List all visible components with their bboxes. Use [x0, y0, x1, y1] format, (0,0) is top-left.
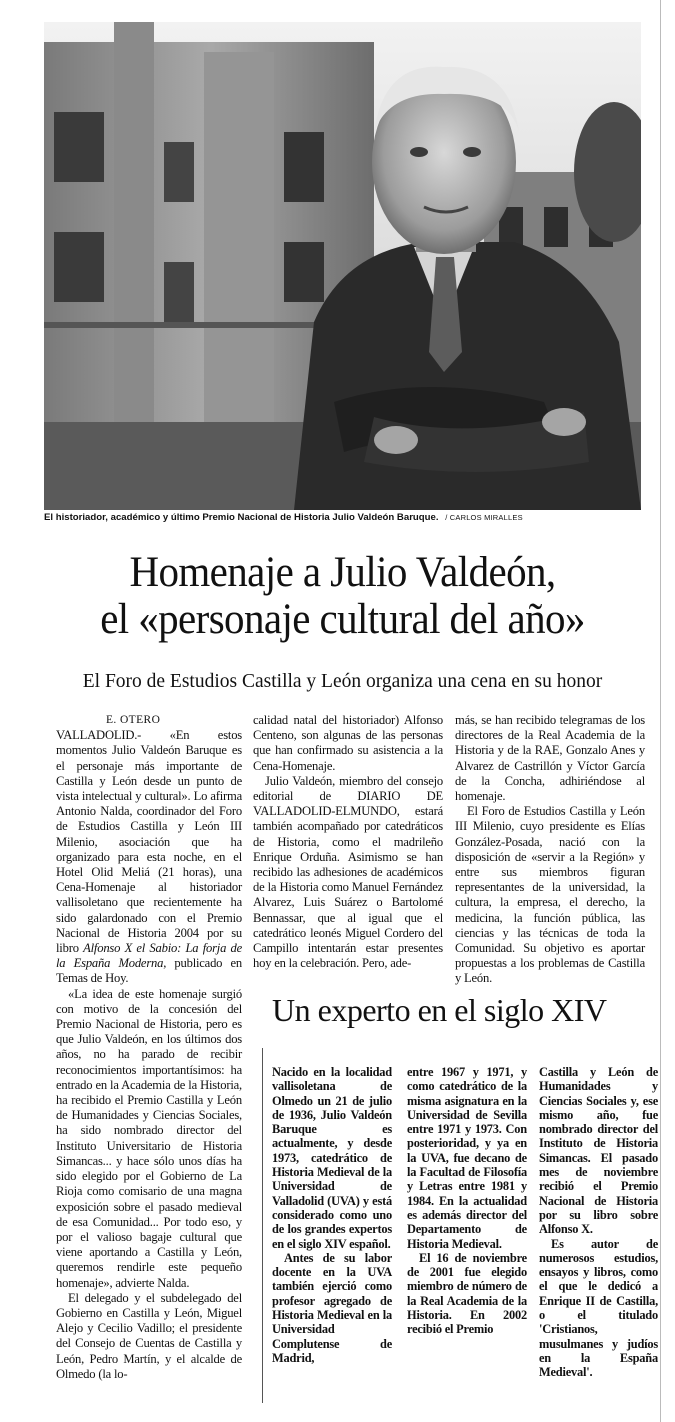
headline-line-1: Homenaje a Julio Valdeón, — [129, 546, 556, 596]
sidebar-title: Un experto en el siglo XIV — [272, 992, 607, 1028]
sidebar-paragraph-2a: Antes de su labor docente en la UVA también ejerció como profesor agregado de Historia Medieval en la Universidad Complutense de Madrid, — [272, 1250, 392, 1365]
sidebar-paragraph-3b: Castilla y León de Humanidades y Ciencias Sociales y, ese mismo año, fue nombrado director del Instituto de Historia Simancas. El pasado mes de noviembre recibió el Premio Nacional de Historia por su libro sobre Alfonso X. — [539, 1065, 658, 1237]
sidebar-paragraph-1: Nacido en la localidad vallisoletana de Olmedo un 21 de julio de 1936, Julio Valdeón Baruque es actualmente, y desde 1973, catedrático de Historia Medieval de la Universidad de Valladolid (UVA) y está considerado como uno de los grandes expertos en el siglo XIV español. — [272, 1065, 392, 1251]
article-paragraph-4b: más, se han recibido telegramas de los directores de la Real Academia de la Historia y de la RAE, Gonzalo Anes y Alvarez de Castrillón y Víctor García de la Concha, adhiriéndose al homenaje. — [455, 713, 645, 804]
article-paragraph-1a: VALLADOLID.- «En estos momentos Julio Valdeón Baruque es el personaje más importante de Castilla y León desde un punto de vista intelectual y cultural». Lo afirma Antonio Nalda, coordinador del Foro de Estudios Castilla y León III Milenio, asociación que ha organizado para esta noche, en el Hotel Olid Meliá (21 horas), una Cena-Homenaje al historiador vallisoletano que recientemente ha sido galardonado con el Premio Nacional de Historia 2004 por su libro — [56, 728, 242, 956]
sidebar-column-1 — [272, 1065, 392, 1365]
article-paragraph-2: «La idea de este homenaje surgió con motivo de la concesión del Premio Nacional de Historia, pero es que Julio Valdeón, en los últimos dos años, no ha parado de recibir reconocimientos importantísimos: ha entrado en la Academia de la Historia, ha recibido el Premio Castilla y León de Humanidades y Ciencias Sociales, ha sido nombrado director del Instituto Universitario de Historia Simancas... y hace sólo unos días ha sido elegido por el Gobierno de La Rioja como comisario de una magna exposición sobre el pasado medieval de esa Comunidad... Por todo eso, y por el valioso bagaje cultural que viene aportando a Castilla y León, queremos rendirle este pequeño homenaje», advierte Nalda. — [56, 986, 242, 1290]
photo-caption — [44, 510, 641, 526]
headline — [40, 548, 645, 641]
book-title: Alfonso X el Sabio: La forja de la España Moderna — [56, 941, 243, 971]
article-column-1 — [56, 713, 242, 1382]
portrait-photo — [44, 22, 641, 510]
subtitle: El Foro de Estudios Castilla y León organiza una cena en su honor — [82, 671, 603, 692]
article-paragraph — [56, 728, 242, 986]
article-column-2 — [253, 713, 443, 971]
caption-text: El historiador, académico y último Premio Nacional de Historia Julio Valdeón Baruque. — [44, 512, 439, 523]
article-column-3 — [455, 713, 645, 987]
article-paragraph-3b: calidad natal del historiador) Alfonso Centeno, son algunas de las personas que han confirmado su asistencia a la Cena-Homenaje. — [253, 713, 443, 773]
sidebar-rule — [262, 1048, 263, 1403]
page-edge-rule — [660, 0, 661, 1422]
photo-credit: / CARLOS MIRALLES — [445, 513, 523, 522]
article-paragraph-5: El Foro de Estudios Castilla y León III Milenio, cuyo presidente es Elías González-Posada, nació con la disposición de «servir a la Región» y entre sus miembros figuran representantes de la universidad, la cultura, la empresa, el derecho, la medicina, la función pública, las ciencias y las técnicas de toda la Comunidad. Su objetivo es aportar propuestas a los problemas de Castilla y León. — [455, 804, 645, 986]
article-paragraph-3a: El delegado y el subdelegado del Gobierno en Castilla y León, Miguel Alejo y Cecilio Vadillo; el presidente del Consejo de Cuentas de Castilla y León, Pedro Martín, y el alcalde de Olmedo (la lo- — [56, 1290, 242, 1381]
sidebar-column-3 — [539, 1065, 658, 1380]
sidebar-paragraph-3a: El 16 de noviembre de 2001 fue elegido miembro de número de la Real Academia de la Historia. En 2002 recibió el Premio — [407, 1250, 527, 1337]
headline-line-2: el «personaje cultural del año» — [100, 593, 585, 643]
byline: E. OTERO — [106, 714, 161, 726]
sidebar-paragraph-4: Es autor de numerosos estudios, ensayos y libros, como el que le dedicó a Enrique II de Castilla, o el titulado 'Cristianos, musulmanes y judíos en la España Medieval'. — [539, 1236, 658, 1380]
sidebar-paragraph-2b: entre 1967 y 1971, y como catedrático de la misma asignatura en la Universidad de Sevilla entre 1971 y 1973. Con posterioridad, y ya en la UVA, fue decano de la Facultad de Filosofía y Letras entre 1981 y 1984. En la actualidad es además director del Departamento de Historia Medieval. — [407, 1065, 527, 1251]
article-paragraph-1b: , publicado en Temas de Hoy. — [56, 956, 242, 986]
sidebar-column-2 — [407, 1065, 527, 1337]
article-paragraph-4a: Julio Valdeón, miembro del consejo editorial de DIARIO DE VALLADOLID-ELMUNDO, estará también acompañado por catedráticos de Historia, como el madrileño Enrique Orduña. Asimismo se han recibido las adhesiones de académicos de la Historia como Manuel Fernández Alvarez, Luis Suárez o Bartolomé Bennassar, que al igual que el catedrático leonés Miguel Cordero del Campillo intentarán estar presentes hoy en la celebración. Pero, ade- — [253, 773, 443, 971]
